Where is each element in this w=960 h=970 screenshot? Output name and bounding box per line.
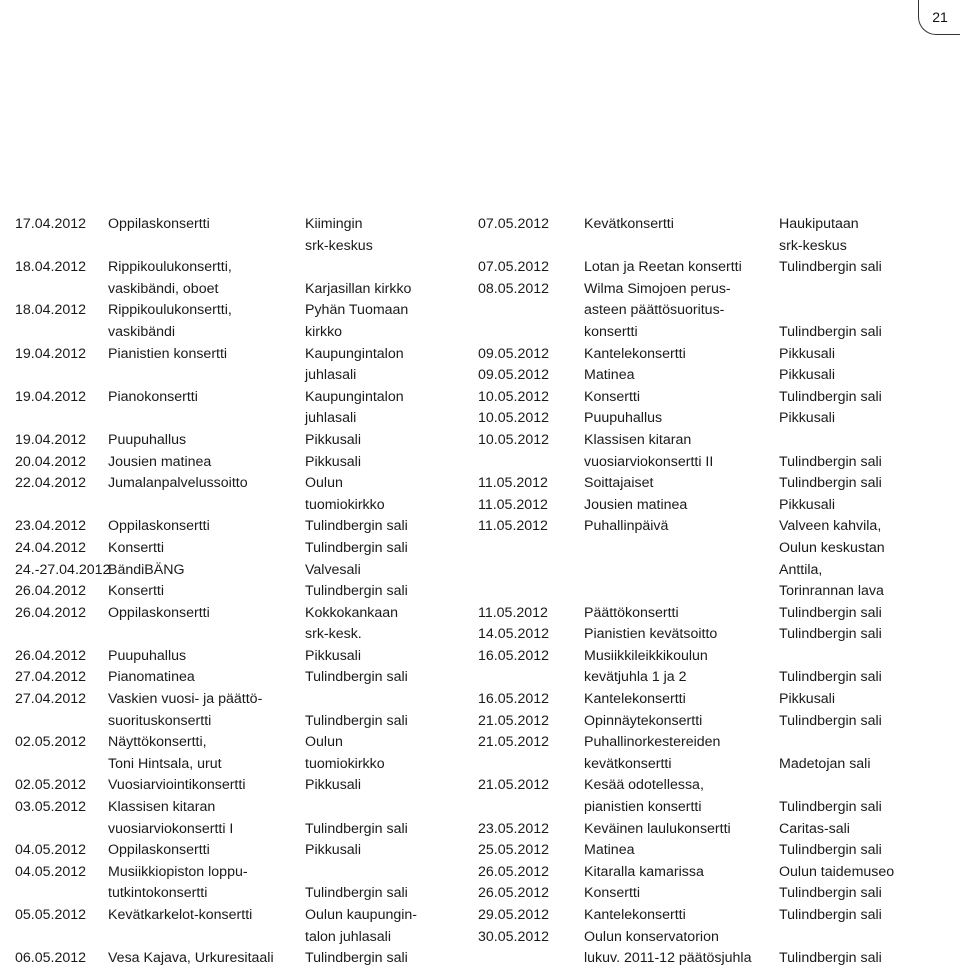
event-title: vuosiarviokonsertti I: [108, 820, 234, 837]
event-title: Opinnäytekonsertti: [584, 712, 703, 729]
event-title: Oppilaskonsertti: [108, 604, 210, 621]
event-title: Klassisen kitaran: [108, 799, 216, 816]
event-date: 18.04.2012: [15, 302, 87, 319]
event-venue: Tulindbergin sali: [779, 626, 882, 643]
event-date: 14.05.2012: [478, 626, 550, 643]
event-title: Oppilaskonsertti: [108, 518, 210, 535]
event-date: 24.-27.04.2012: [15, 561, 111, 578]
event-date: 04.05.2012: [15, 863, 87, 880]
event-title: Puupuhallus: [584, 410, 663, 427]
event-venue: Kiimingin: [305, 216, 363, 232]
event-venue: talon juhlasali: [305, 928, 391, 945]
event-title: Puupuhallus: [108, 647, 187, 664]
event-title: Pianistien konsertti: [108, 345, 228, 362]
event-row: [0, 560, 960, 582]
event-date: 30.05.2012: [478, 928, 550, 945]
event-venue: Tulindbergin sali: [779, 885, 882, 902]
event-date: 06.05.2012: [15, 950, 87, 967]
event-date: 09.05.2012: [478, 367, 550, 384]
event-row: [0, 883, 960, 905]
event-date: 26.04.2012: [15, 647, 87, 664]
event-title: Rippikoulukonsertti,: [108, 302, 232, 319]
event-venue: Tulindbergin sali: [305, 518, 408, 535]
event-venue: Tulindbergin sali: [305, 885, 408, 902]
event-venue: Madetojan sali: [779, 755, 871, 772]
event-title: Klassisen kitaran: [584, 431, 692, 448]
event-date: 19.04.2012: [15, 345, 87, 362]
event-title: kevätkonsertti: [584, 755, 672, 772]
event-title: Musiikkileikkikoulun: [584, 647, 708, 664]
event-date: 19.04.2012: [15, 388, 87, 405]
event-venue: Pikkusali: [779, 691, 835, 708]
event-venue: Oulun keskustan: [779, 539, 885, 556]
event-venue: Tulindbergin sali: [779, 259, 882, 276]
event-venue: Pikkusali: [305, 842, 361, 859]
event-title: Kevätkarkelot-konsertti: [108, 907, 253, 923]
event-row: [0, 322, 960, 344]
event-venue: juhlasali: [305, 367, 357, 384]
event-row: [0, 408, 960, 430]
event-venue: Kaupungintalon: [305, 345, 404, 362]
event-venue: Caritas-sali: [779, 820, 850, 837]
event-venue: Tulindbergin sali: [305, 539, 408, 556]
event-date: 23.05.2012: [478, 820, 550, 837]
event-venue: Tulindbergin sali: [305, 669, 408, 686]
event-date: 19.04.2012: [15, 431, 87, 448]
event-venue: Karjasillan kirkko: [305, 280, 412, 297]
event-venue: Tulindbergin sali: [779, 712, 882, 729]
event-venue: Tulindbergin sali: [779, 842, 882, 859]
event-title: Matinea: [584, 842, 635, 859]
event-title: Kantelekonsertti: [584, 691, 686, 708]
event-title: Kesää odotellessa,: [584, 777, 704, 794]
event-row: [0, 236, 960, 258]
event-title: Näyttökonsertti,: [108, 734, 207, 751]
event-row: [0, 732, 960, 754]
event-title: Vesa Kajava, Urkuresitaali: [108, 950, 274, 967]
event-row: [0, 430, 960, 452]
event-date: 26.04.2012: [15, 583, 87, 600]
event-date: 16.05.2012: [478, 647, 550, 664]
event-title: BändiBÄNG: [108, 561, 185, 578]
event-row: [0, 344, 960, 366]
event-title: Vaskien vuosi- ja päättö-: [108, 691, 263, 708]
event-title: suorituskonsertti: [108, 712, 212, 729]
event-venue: Pikkusali: [305, 453, 361, 470]
event-title: Pianokonsertti: [108, 388, 198, 405]
event-venue: Kaupungintalon: [305, 388, 404, 405]
event-row: [0, 473, 960, 495]
event-venue: Pikkusali: [779, 410, 835, 427]
event-title: vaskibändi: [108, 323, 176, 340]
event-row: [0, 279, 960, 301]
event-title: Oppilaskonsertti: [108, 842, 210, 859]
event-date: 26.05.2012: [478, 863, 550, 880]
event-date: 17.04.2012: [15, 216, 87, 232]
event-row: [0, 754, 960, 776]
event-date: 02.05.2012: [15, 777, 87, 794]
event-row: [0, 711, 960, 733]
event-venue: Tulindbergin sali: [779, 950, 882, 967]
event-venue: srk-keskus: [305, 237, 373, 254]
event-venue: Torinrannan lava: [779, 583, 884, 600]
event-date: 21.05.2012: [478, 712, 550, 729]
event-venue: Tulindbergin sali: [779, 907, 882, 923]
event-title: Pianomatinea: [108, 669, 195, 686]
event-title: Puupuhallus: [108, 431, 187, 448]
event-venue: tuomiokirkko: [305, 496, 385, 513]
event-row: [0, 667, 960, 689]
event-title: Jumalanpalvelussoitto: [108, 475, 248, 492]
event-venue: Tulindbergin sali: [305, 820, 408, 837]
event-venue: kirkko: [305, 323, 343, 340]
event-date: 10.05.2012: [478, 410, 550, 427]
event-title: kevätjuhla 1 ja 2: [584, 669, 687, 686]
event-venue: Tulindbergin sali: [305, 712, 408, 729]
event-venue: Oulun: [305, 475, 343, 492]
event-venue: Pikkusali: [305, 431, 361, 448]
event-title: Toni Hintsala, urut: [108, 755, 222, 772]
event-date: 10.05.2012: [478, 431, 550, 448]
event-title: Pianistien kevätsoitto: [584, 626, 718, 643]
page-number: 21: [918, 0, 960, 35]
event-title: Jousien matinea: [584, 496, 688, 513]
event-row: [0, 905, 960, 927]
event-row: [0, 624, 960, 646]
event-date: 08.05.2012: [478, 280, 550, 297]
event-title: Konsertti: [108, 583, 164, 600]
event-date: 07.05.2012: [478, 259, 550, 276]
event-venue: Pikkusali: [305, 647, 361, 664]
event-title: Päättökonsertti: [584, 604, 679, 621]
event-date: 18.04.2012: [15, 259, 87, 276]
event-title: asteen päättösuoritus-: [584, 302, 725, 319]
event-title: lukuv. 2011-12 päätösjuhla: [584, 950, 752, 967]
event-date: 09.05.2012: [478, 345, 550, 362]
event-row: [0, 214, 960, 236]
event-venue: Oulun: [305, 734, 343, 751]
event-title: Wilma Simojoen perus-: [584, 280, 731, 297]
event-date: 22.04.2012: [15, 475, 87, 492]
event-title: konsertti: [584, 323, 638, 340]
event-row: [0, 797, 960, 819]
event-venue: Tulindbergin sali: [305, 950, 408, 967]
event-title: Kitaralla kamarissa: [584, 863, 704, 880]
event-date: 04.05.2012: [15, 842, 87, 859]
event-title: tutkintokonsertti: [108, 885, 208, 902]
event-venue: Pikkusali: [779, 367, 835, 384]
event-row: [0, 840, 960, 862]
event-date: 25.05.2012: [478, 842, 550, 859]
event-row: [0, 452, 960, 474]
event-venue: Tulindbergin sali: [779, 475, 882, 492]
event-date: 27.04.2012: [15, 669, 87, 686]
event-title: Keväinen laulukonsertti: [584, 820, 731, 837]
event-venue: Oulun taidemuseo: [779, 863, 895, 880]
event-row: [0, 603, 960, 625]
event-title: Matinea: [584, 367, 635, 384]
event-venue: Tulindbergin sali: [779, 453, 882, 470]
event-row: [0, 819, 960, 841]
event-date: 03.05.2012: [15, 799, 87, 816]
event-title: Jousien matinea: [108, 453, 212, 470]
event-venue: Pikkusali: [779, 496, 835, 513]
event-row: [0, 365, 960, 387]
event-title: Musiikkiopiston loppu-: [108, 863, 248, 880]
event-row: [0, 581, 960, 603]
event-venue: Pyhän Tuomaan: [305, 302, 409, 319]
event-title: Soittajaiset: [584, 475, 654, 492]
event-venue: srk-keskus: [779, 237, 847, 254]
event-title: Kantelekonsertti: [584, 345, 686, 362]
right-event-column: [0, 214, 960, 970]
event-date: 02.05.2012: [15, 734, 87, 751]
event-row: [0, 538, 960, 560]
event-title: vaskibändi, oboet: [108, 280, 219, 297]
event-date: 07.05.2012: [478, 216, 550, 232]
event-date: 21.05.2012: [478, 734, 550, 751]
event-venue: Pikkusali: [779, 345, 835, 362]
event-venue: Oulun kaupungin-: [305, 907, 418, 923]
event-row: [0, 689, 960, 711]
event-venue: Tulindbergin sali: [779, 669, 882, 686]
event-title: Oppilaskonsertti: [108, 216, 210, 232]
event-date: 21.05.2012: [478, 777, 550, 794]
event-venue: Tulindbergin sali: [305, 583, 408, 600]
event-row: [0, 927, 960, 949]
event-row: [0, 516, 960, 538]
event-row: [0, 862, 960, 884]
event-row: [0, 387, 960, 409]
event-venue: Valveen kahvila,: [779, 518, 882, 535]
event-date: 11.05.2012: [478, 496, 548, 513]
event-title: Kevätkonsertti: [584, 216, 674, 232]
event-title: Lotan ja Reetan konsertti: [584, 259, 742, 276]
event-date: 27.04.2012: [15, 691, 87, 708]
event-date: 26.05.2012: [478, 885, 550, 902]
event-title: pianistien konsertti: [584, 799, 702, 816]
event-date: 29.05.2012: [478, 907, 550, 923]
event-venue: Pikkusali: [305, 777, 361, 794]
event-title: Puhallinpäivä: [584, 518, 669, 535]
event-title: Konsertti: [584, 885, 640, 902]
event-row: [0, 646, 960, 668]
event-venue: Tulindbergin sali: [779, 604, 882, 621]
event-venue: srk-kesk.: [305, 626, 362, 643]
event-date: 11.05.2012: [478, 518, 548, 535]
event-venue: Haukiputaan: [779, 216, 859, 232]
event-date: 10.05.2012: [478, 388, 550, 405]
event-venue: Valvesali: [305, 561, 361, 578]
event-date: 24.04.2012: [15, 539, 87, 556]
event-venue: Tulindbergin sali: [779, 388, 882, 405]
event-venue: Tulindbergin sali: [779, 799, 882, 816]
event-title: Vuosiarviointikonsertti: [108, 777, 246, 794]
event-date: 16.05.2012: [478, 691, 550, 708]
event-date: 23.04.2012: [15, 518, 87, 535]
event-date: 11.05.2012: [478, 604, 548, 621]
event-venue: Anttila,: [779, 561, 823, 578]
event-title: vuosiarviokonsertti II: [584, 453, 714, 470]
event-row: [0, 300, 960, 322]
event-date: 05.05.2012: [15, 907, 87, 923]
event-title: Puhallinorkestereiden: [584, 734, 721, 751]
event-title: Konsertti: [584, 388, 640, 405]
event-date: 26.04.2012: [15, 604, 87, 621]
event-row: [0, 775, 960, 797]
event-title: Kantelekonsertti: [584, 907, 686, 923]
event-venue: tuomiokirkko: [305, 755, 385, 772]
event-title: Konsertti: [108, 539, 164, 556]
event-venue: juhlasali: [305, 410, 357, 427]
event-row: [0, 257, 960, 279]
event-venue: Tulindbergin sali: [779, 323, 882, 340]
event-title: Rippikoulukonsertti,: [108, 259, 232, 276]
event-date: 11.05.2012: [478, 475, 548, 492]
event-title: Oulun konservatorion: [584, 928, 719, 945]
event-date: 20.04.2012: [15, 453, 87, 470]
event-row: [0, 495, 960, 517]
event-venue: Kokkokankaan: [305, 604, 399, 621]
